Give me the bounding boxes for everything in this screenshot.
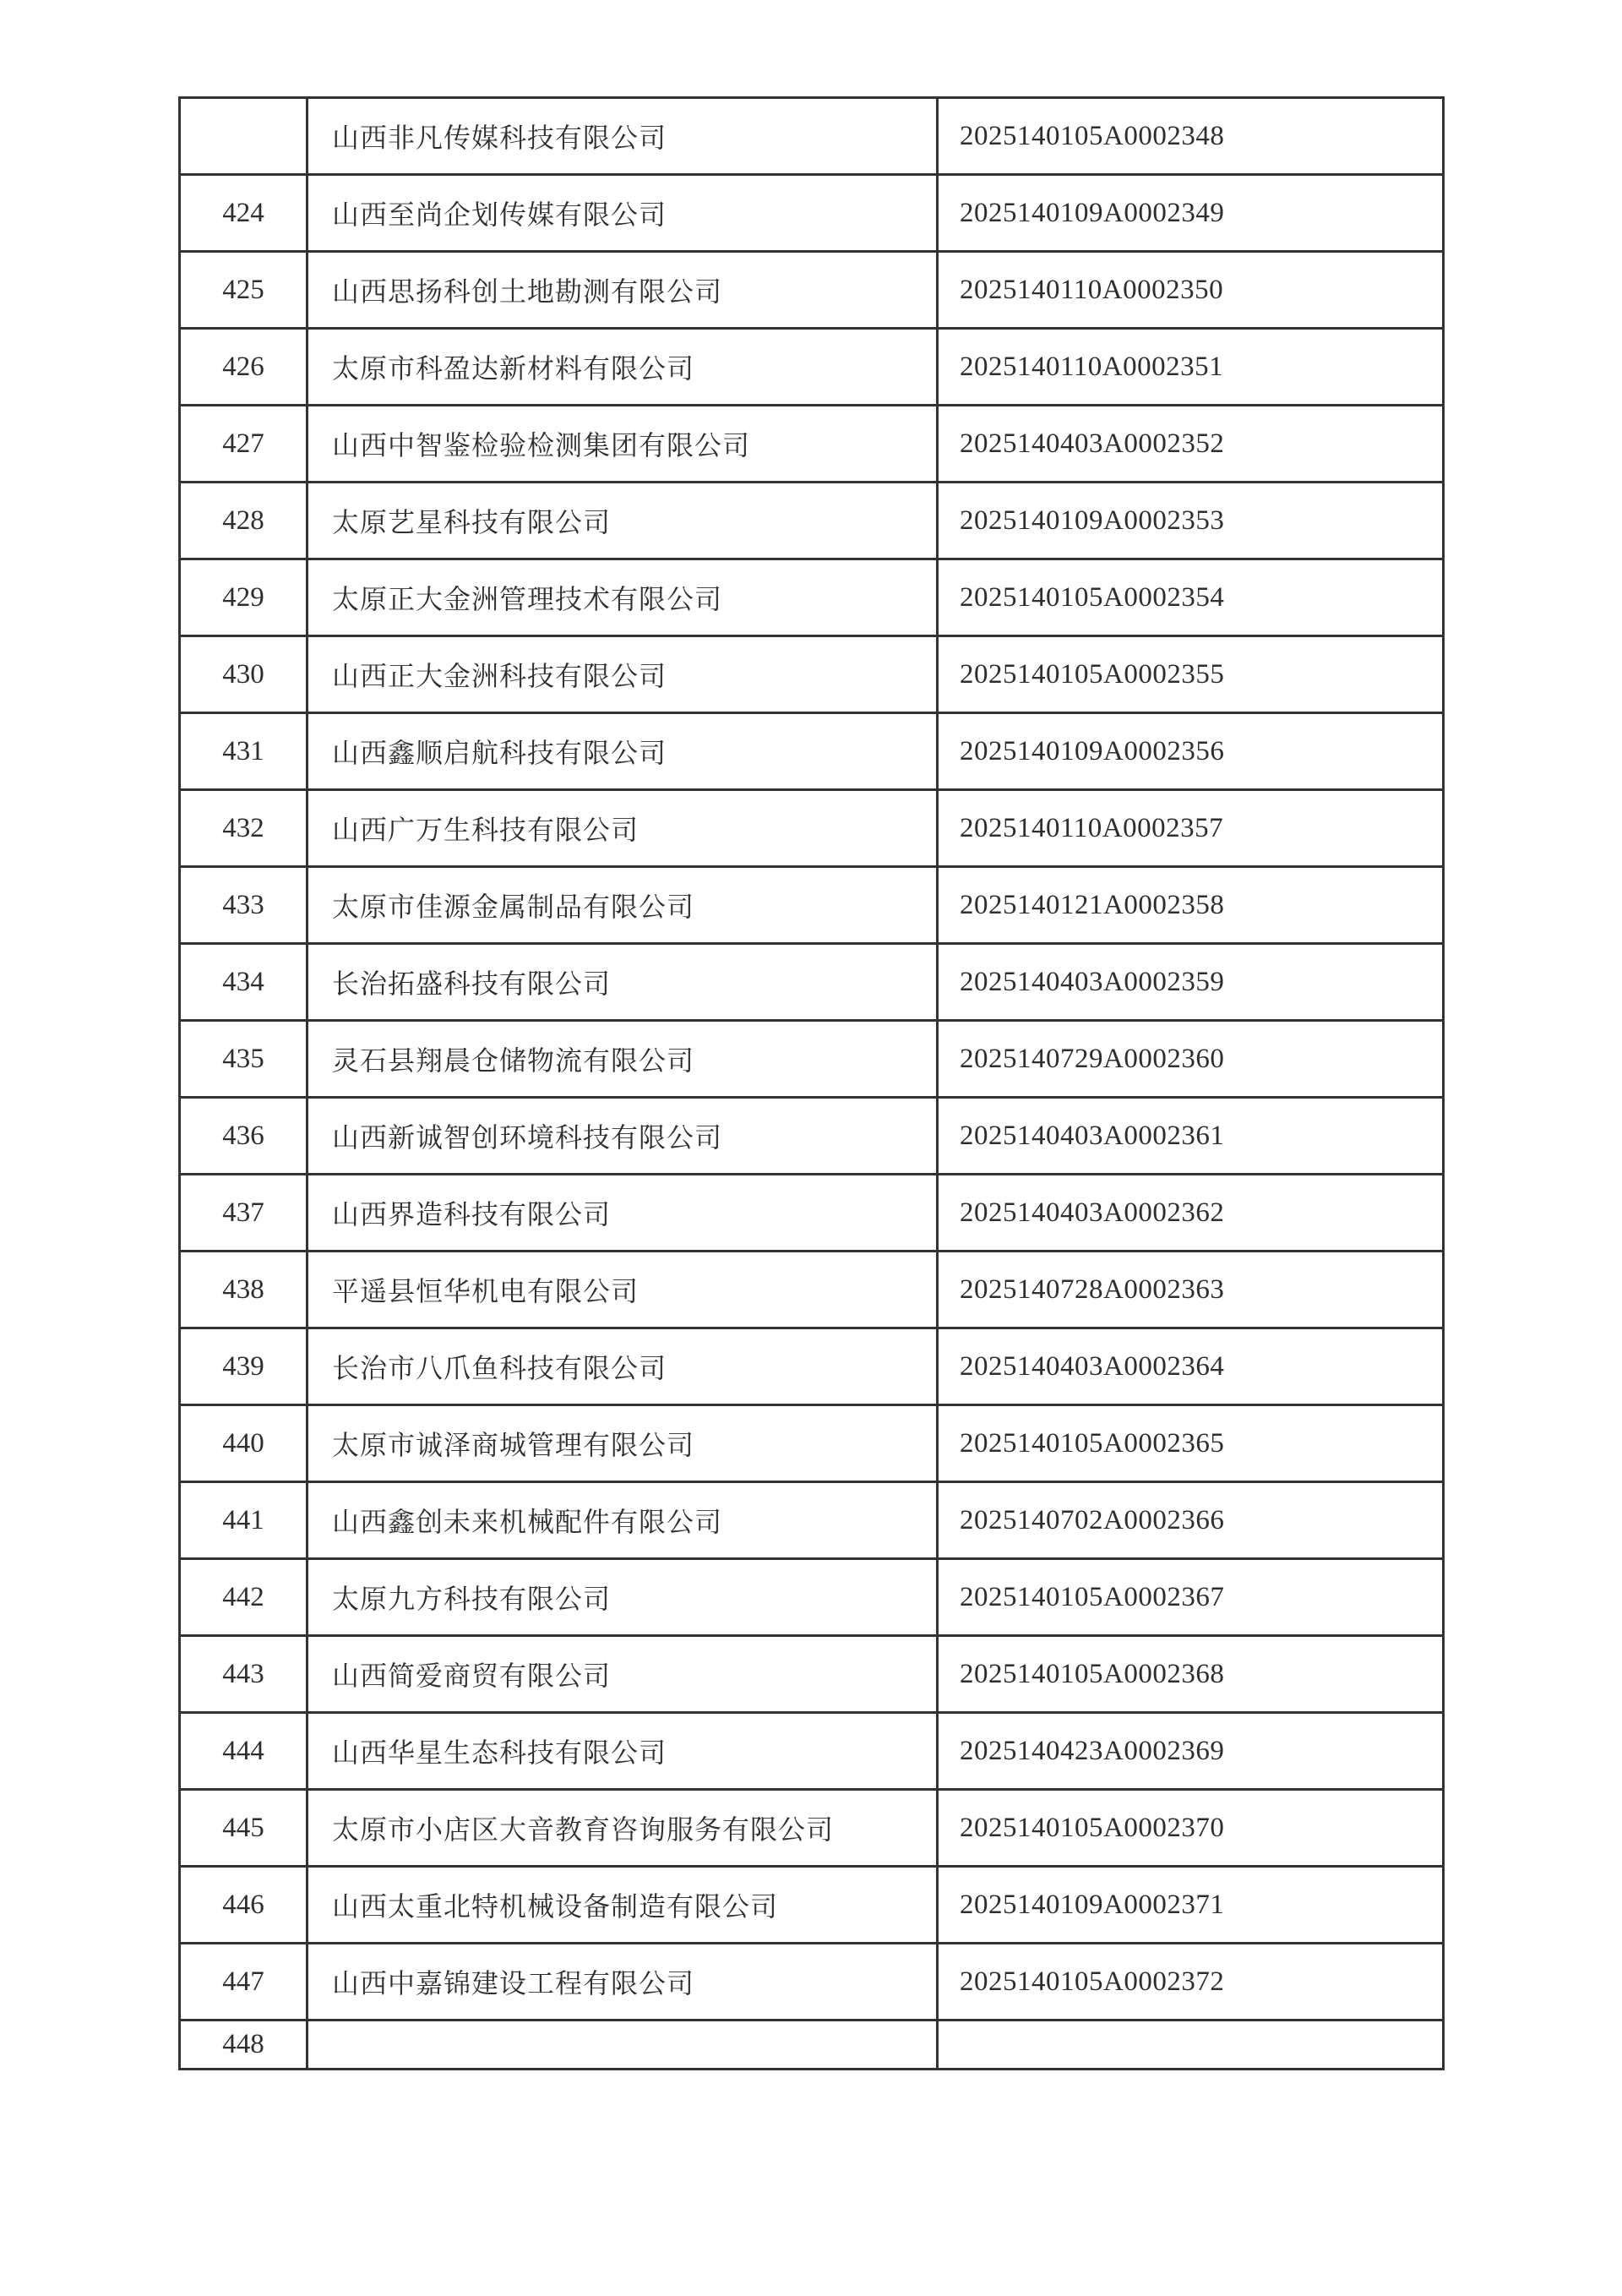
company-name: 太原九方科技有限公司	[308, 1559, 938, 1636]
row-index: 445	[180, 1790, 308, 1867]
row-index: 441	[180, 1482, 308, 1559]
table-row	[180, 713, 1444, 790]
company-name: 山西至尚企划传媒有限公司	[308, 175, 938, 252]
company-name: 山西界造科技有限公司	[308, 1175, 938, 1252]
table-row	[180, 1559, 1444, 1636]
row-index: 424	[180, 175, 308, 252]
registration-code: 2025140403A0002352	[938, 406, 1444, 483]
table-row	[180, 2021, 1444, 2070]
table-row	[180, 1636, 1444, 1713]
table-row	[180, 1175, 1444, 1252]
row-index: 430	[180, 636, 308, 713]
registration-code: 2025140728A0002363	[938, 1252, 1444, 1328]
registration-code: 2025140109A0002353	[938, 483, 1444, 559]
table-row	[180, 867, 1444, 944]
registration-code: 2025140110A0002357	[938, 790, 1444, 867]
registration-code: 2025140403A0002361	[938, 1098, 1444, 1175]
row-index: 428	[180, 483, 308, 559]
company-name: 山西中智鉴检验检测集团有限公司	[308, 406, 938, 483]
registration-code: 2025140110A0002351	[938, 329, 1444, 406]
row-index: 429	[180, 559, 308, 636]
row-index: 431	[180, 713, 308, 790]
registration-code: 2025140109A0002356	[938, 713, 1444, 790]
row-index: 447	[180, 1944, 308, 2021]
company-name: 山西正大金洲科技有限公司	[308, 636, 938, 713]
registration-code: 2025140729A0002360	[938, 1021, 1444, 1098]
company-name: 山西鑫顺启航科技有限公司	[308, 713, 938, 790]
row-index: 437	[180, 1175, 308, 1252]
table-row	[180, 1944, 1444, 2021]
registration-code: 2025140702A0002366	[938, 1482, 1444, 1559]
table-row	[180, 1482, 1444, 1559]
table-row	[180, 98, 1444, 175]
company-name: 太原市佳源金属制品有限公司	[308, 867, 938, 944]
company-name: 山西广万生科技有限公司	[308, 790, 938, 867]
row-index: 425	[180, 252, 308, 329]
registration-code: 2025140105A0002368	[938, 1636, 1444, 1713]
registration-code: 2025140105A0002367	[938, 1559, 1444, 1636]
table-row	[180, 1713, 1444, 1790]
registration-code: 2025140105A0002365	[938, 1405, 1444, 1482]
row-index: 448	[180, 2021, 308, 2070]
table-row	[180, 483, 1444, 559]
table-row	[180, 1098, 1444, 1175]
company-name: 长治拓盛科技有限公司	[308, 944, 938, 1021]
company-name: 山西太重北特机械设备制造有限公司	[308, 1867, 938, 1944]
registration-code: 2025140403A0002359	[938, 944, 1444, 1021]
table-row	[180, 636, 1444, 713]
company-name: 山西鑫创未来机械配件有限公司	[308, 1482, 938, 1559]
table-row	[180, 1867, 1444, 1944]
company-name: 山西华星生态科技有限公司	[308, 1713, 938, 1790]
company-name: 山西非凡传媒科技有限公司	[308, 98, 938, 175]
table-row	[180, 1790, 1444, 1867]
table-row	[180, 790, 1444, 867]
table-row	[180, 252, 1444, 329]
registration-code: 2025140109A0002371	[938, 1867, 1444, 1944]
company-name	[308, 2021, 938, 2070]
company-name: 灵石县翔晨仓储物流有限公司	[308, 1021, 938, 1098]
registration-code: 2025140105A0002348	[938, 98, 1444, 175]
registration-code: 2025140403A0002362	[938, 1175, 1444, 1252]
table-row	[180, 944, 1444, 1021]
row-index: 439	[180, 1328, 308, 1405]
table-row	[180, 175, 1444, 252]
row-index: 446	[180, 1867, 308, 1944]
table-body	[180, 98, 1444, 2070]
table-row	[180, 406, 1444, 483]
company-name: 太原艺星科技有限公司	[308, 483, 938, 559]
registration-code: 2025140423A0002369	[938, 1713, 1444, 1790]
row-index: 434	[180, 944, 308, 1021]
table-row	[180, 559, 1444, 636]
row-index: 435	[180, 1021, 308, 1098]
registration-code: 2025140121A0002358	[938, 867, 1444, 944]
table-row	[180, 1252, 1444, 1328]
row-index: 442	[180, 1559, 308, 1636]
registration-code: 2025140105A0002372	[938, 1944, 1444, 2021]
row-index: 426	[180, 329, 308, 406]
row-index: 432	[180, 790, 308, 867]
row-index: 444	[180, 1713, 308, 1790]
company-name: 山西新诚智创环境科技有限公司	[308, 1098, 938, 1175]
registration-code	[938, 2021, 1444, 2070]
company-name: 太原市科盈达新材料有限公司	[308, 329, 938, 406]
table-row	[180, 1405, 1444, 1482]
company-name: 太原市诚泽商城管理有限公司	[308, 1405, 938, 1482]
row-index: 427	[180, 406, 308, 483]
row-index: 436	[180, 1098, 308, 1175]
row-index: 440	[180, 1405, 308, 1482]
company-list-table	[178, 96, 1445, 2070]
company-name: 山西思扬科创土地勘测有限公司	[308, 252, 938, 329]
registration-code: 2025140105A0002354	[938, 559, 1444, 636]
company-name: 山西中嘉锦建设工程有限公司	[308, 1944, 938, 2021]
registration-code: 2025140109A0002349	[938, 175, 1444, 252]
table-row	[180, 329, 1444, 406]
row-index: 433	[180, 867, 308, 944]
company-name: 太原市小店区大音教育咨询服务有限公司	[308, 1790, 938, 1867]
company-name: 太原正大金洲管理技术有限公司	[308, 559, 938, 636]
row-index: 438	[180, 1252, 308, 1328]
registration-code: 2025140403A0002364	[938, 1328, 1444, 1405]
registration-code: 2025140105A0002370	[938, 1790, 1444, 1867]
table-row	[180, 1021, 1444, 1098]
table-row	[180, 1328, 1444, 1405]
row-index	[180, 98, 308, 175]
company-name: 长治市八爪鱼科技有限公司	[308, 1328, 938, 1405]
registration-code: 2025140110A0002350	[938, 252, 1444, 329]
company-name: 平遥县恒华机电有限公司	[308, 1252, 938, 1328]
registration-code: 2025140105A0002355	[938, 636, 1444, 713]
company-name: 山西简爱商贸有限公司	[308, 1636, 938, 1713]
row-index: 443	[180, 1636, 308, 1713]
